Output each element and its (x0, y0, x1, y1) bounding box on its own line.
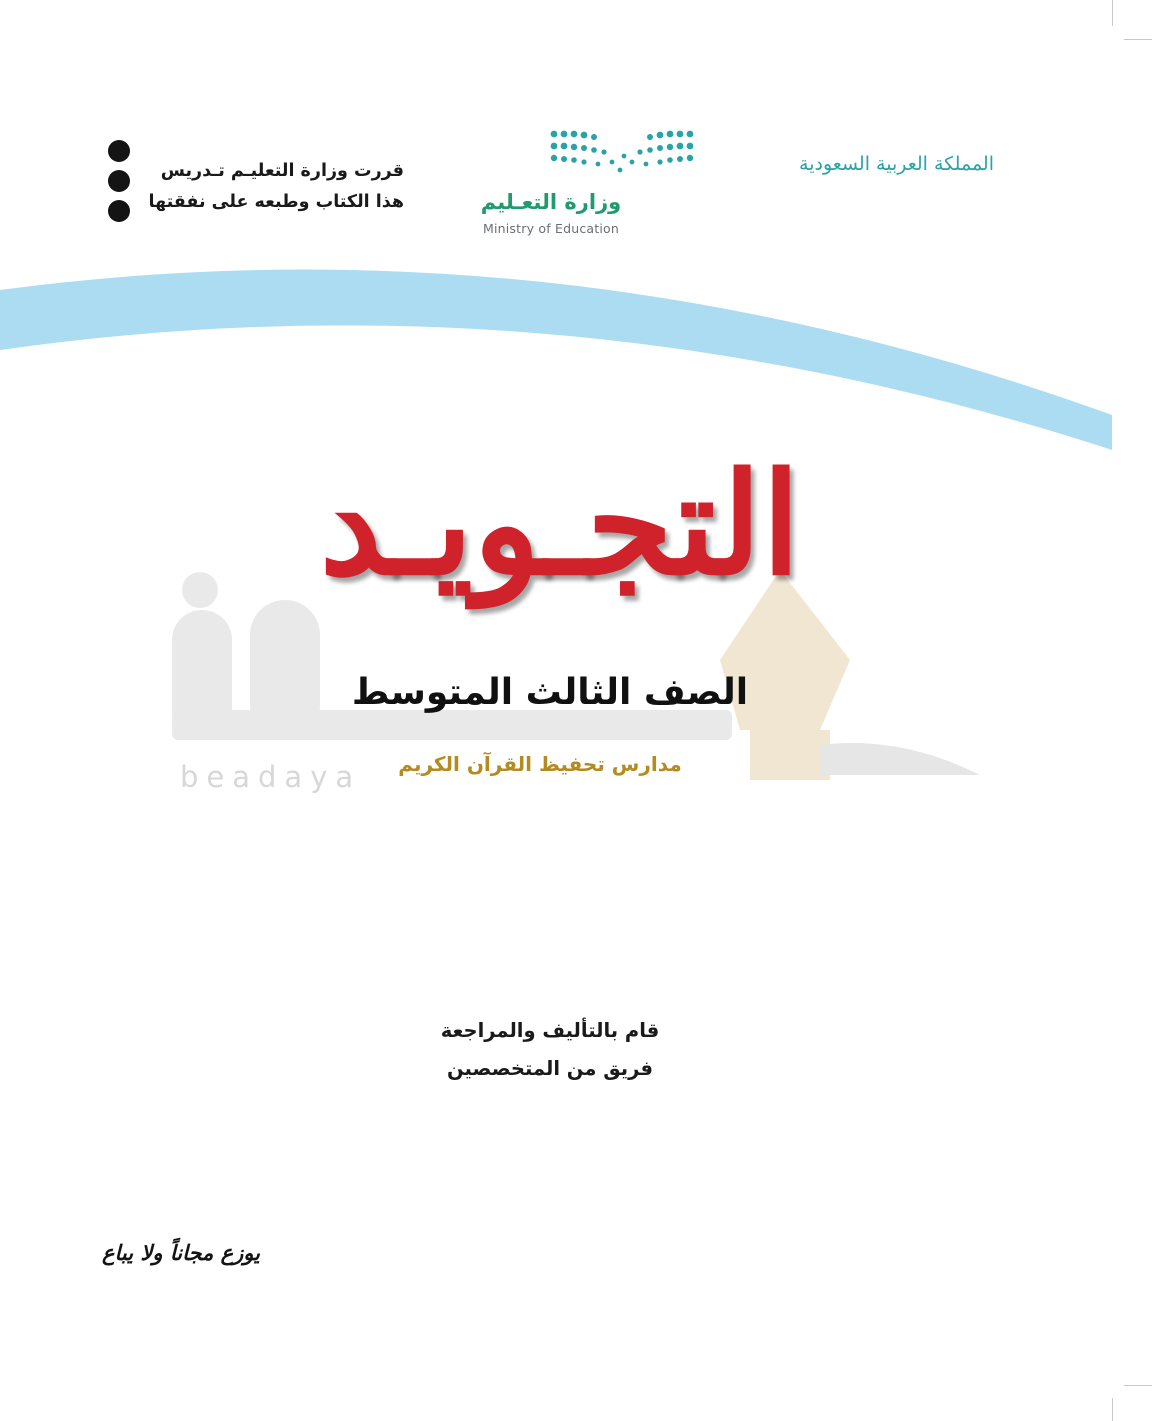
bullet-dot (108, 200, 130, 222)
credits (420, 1012, 680, 1088)
schools-subtitle: مدارس تحفيظ القرآن الكريم (398, 752, 682, 776)
bullet-dot (108, 170, 130, 192)
ministry-name-arabic: وزارة التعـليم (480, 190, 622, 214)
crop-mark-right-top (1124, 39, 1152, 40)
watermark-text: beadaya (180, 760, 362, 794)
grade-level: الصف الثالث المتوسط (351, 672, 749, 713)
kingdom-name: المملكة العربية السعودية (799, 153, 994, 175)
crop-mark-right-bottom (1124, 1385, 1152, 1386)
crop-mark-top-right (1112, 0, 1113, 26)
crop-mark-bottom-right (1112, 1398, 1113, 1421)
ministry-name-english: Ministry of Education (482, 221, 620, 236)
credits-line-2: فريق من المتخصصين (446, 1057, 654, 1080)
decree-text (140, 156, 404, 218)
ministry-logo-icon (546, 126, 698, 182)
blue-arc-band (0, 250, 1152, 460)
free-distribution-notice: يوزع مجاناً ولا يباع (102, 1240, 260, 1265)
decree-line-1: قررت وزارة التعليـم تـدريس (160, 161, 404, 181)
book-title: التجـويـد (319, 443, 801, 607)
decree-line-2: هذا الكتاب وطبعه على نفقتها (148, 192, 404, 212)
bullet-dot (108, 140, 130, 162)
decree-bullets (108, 140, 132, 230)
credits-line-1: قام بالتأليف والمراجعة (440, 1019, 660, 1042)
